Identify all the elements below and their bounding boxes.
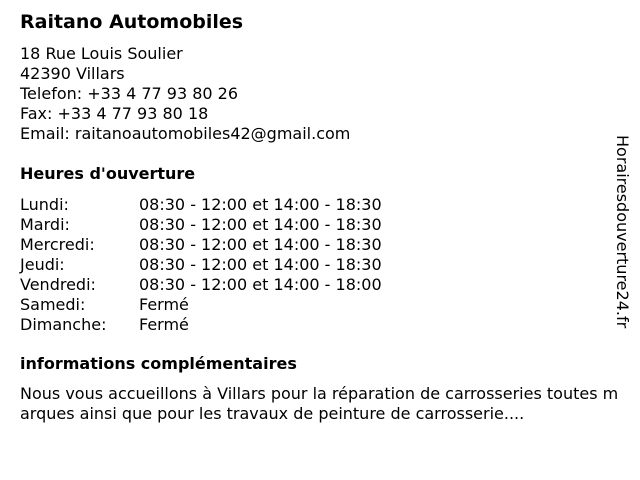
hours-row-wednesday [20,235,450,255]
additional-info-text: Nous vous accueillons à Villars pour la réparation de carrosseries toutes marques ainsi que pour les travaux de peinture de carrosserie.... [20,384,619,423]
street-address: 18 Rue Louis Soulier [20,44,183,63]
day-hours: Fermé [139,295,189,314]
hours-row-friday [20,275,450,295]
hours-row-sunday [20,315,450,335]
opening-hours-table [20,195,450,335]
day-label: Jeudi: [20,255,65,274]
day-label: Samedi: [20,295,86,314]
day-hours: 08:30 - 12:00 et 14:00 - 18:00 [139,275,382,294]
site-watermark: Horairesdouverture24.fr [613,135,632,329]
day-label: Dimanche: [20,315,107,334]
additional-info-heading: informations complémentaires [20,354,297,373]
postal-city: 42390 Villars [20,64,125,83]
day-hours: 08:30 - 12:00 et 14:00 - 18:30 [139,235,382,254]
day-label: Mercredi: [20,235,95,254]
phone-number: Telefon: +33 4 77 93 80 26 [20,84,239,103]
business-name: Raitano Automobiles [20,11,244,33]
day-label: Mardi: [20,215,70,234]
hours-row-monday [20,195,450,215]
day-hours: 08:30 - 12:00 et 14:00 - 18:30 [139,255,382,274]
hours-row-saturday [20,295,450,315]
day-hours: Fermé [139,315,189,334]
email-address: Email: raitanoautomobiles42@gmail.com [20,124,351,143]
hours-row-thursday [20,255,450,275]
fax-number: Fax: +33 4 77 93 80 18 [20,104,209,123]
day-label: Lundi: [20,195,69,214]
day-hours: 08:30 - 12:00 et 14:00 - 18:30 [139,195,382,214]
hours-row-tuesday [20,215,450,235]
day-hours: 08:30 - 12:00 et 14:00 - 18:30 [139,215,382,234]
day-label: Vendredi: [20,275,96,294]
opening-hours-heading: Heures d'ouverture [20,164,196,183]
address-block [20,44,350,144]
